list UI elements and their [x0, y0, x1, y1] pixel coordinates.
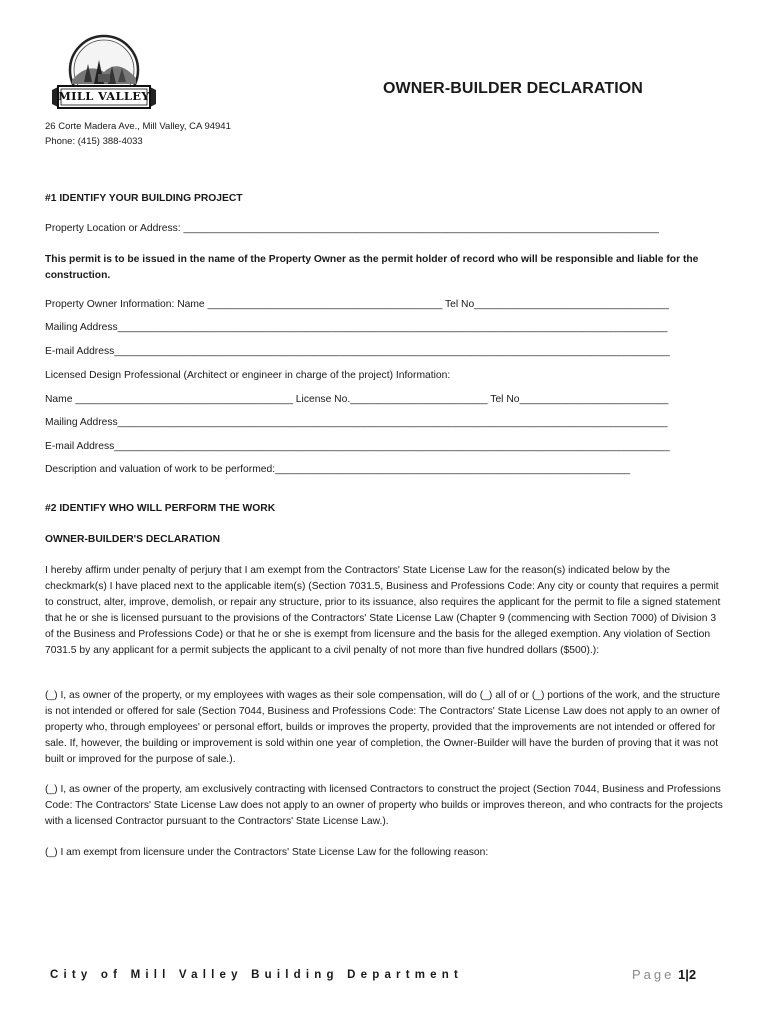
permit-notice: This permit is to be issued in the name of the Property Owner as the permit holder of record who will be responsible and liable for the construction.: [45, 254, 699, 281]
design-pro-label: Licensed Design Professional (Architect or engineer in charge of the project) Information:: [45, 370, 451, 381]
option-exempt-reason[interactable]: (_) I am exempt from licensure under the Contractors' State License Law for the following reason:: [45, 847, 489, 858]
description-field[interactable]: Description and valuation of work to be performed:______________________________________________________________: [45, 464, 631, 475]
page-number: 1: [678, 967, 686, 982]
option-owner-employees[interactable]: (_) I, as owner of the property, or my employees with wages as their sole compensation, will do (_) all of or (_) portions of the work, and the structure is not intended or offered for sale (Section 7044, Business and Professions Code: The Contractors' State License Law does not apply to an owner of property who, through employees' or personal effort, builds or improves the property, provided that the improvements are not intended or offered for sale. If, however, the building or improvement is sold within one year of completion, the Owner-Builder will have the burden of proving that it was not built or improved for the purpose of sale.).: [45, 690, 721, 765]
design-name-field[interactable]: Name ______________________________________ License No.________________________ Tel No__________________________: [45, 394, 669, 405]
page-total: 2: [688, 967, 697, 982]
owner-mailing-field[interactable]: Mailing Address________________________________________________________________________________________________: [45, 322, 668, 333]
owner-info-field[interactable]: Property Owner Information: Name _________________________________________ Tel No__________________________________: [45, 299, 669, 310]
declaration-intro: I hereby affirm under penalty of perjury that I am exempt from the Contractors' State License Law for the reason(s) indicated below by the checkmark(s) I have placed next to the applicable item(s) (Section 7031.5, Business and Professions Code: Any city or county that requires a permit to construct, alter, improve, demolish, or repair any structure, prior to its issuance, also requires the applicant for the permit to file a signed statement that he or she is licensed pursuant to the provisions of the Contractors' State License Law (Chapter 9 (commencing with Section 7000) of Division 3 of the Business and Professions Code) or that he or she is exempt from licensure and the basis for the alleged exemption. Any violation of Section 7031.5 by any applicant for a permit subjects the applicant to a civil penalty of not more than five hundred dollars ($500).):: [45, 565, 721, 656]
design-email-field[interactable]: E-mail Address_________________________________________________________________________________________________: [45, 441, 670, 452]
owner-email-field[interactable]: E-mail Address_________________________________________________________________________________________________: [45, 346, 670, 357]
phone-line: Phone: (415) 388-4033: [45, 136, 143, 147]
page-indicator: [632, 967, 696, 982]
section-1-heading: #1 IDENTIFY YOUR BUILDING PROJECT: [45, 193, 243, 204]
owner-builder-subheading: OWNER-BUILDER'S DECLARATION: [45, 534, 221, 545]
property-location-field[interactable]: Property Location or Address: ___________________________________________________________________________________: [45, 223, 659, 234]
option-licensed-contractors[interactable]: (_) I, as owner of the property, am exclusively contracting with licensed Contractors to construct the project (Section 7044, Business and Professions Code: The Contractors' State License Law does not apply to an owner of property who builds or improves thereon, and who contracts for the projects with a licensed Contractor pursuant to the Contractors' State License Law.).: [45, 784, 723, 827]
section-2-heading: #2 IDENTIFY WHO WILL PERFORM THE WORK: [45, 503, 276, 514]
logo-text: MILL VALLEY: [58, 89, 150, 103]
mill-valley-logo: [48, 34, 160, 114]
footer-department: City of Mill Valley Building Department: [50, 969, 464, 981]
page-separator: |: [685, 967, 689, 982]
document-title: OWNER-BUILDER DECLARATION: [383, 80, 643, 97]
page-label: Page: [632, 967, 675, 982]
design-mailing-field[interactable]: Mailing Address________________________________________________________________________________________________: [45, 417, 668, 428]
address-block: [45, 119, 231, 149]
address-line: 26 Corte Madera Ave., Mill Valley, CA 94941: [45, 121, 231, 132]
